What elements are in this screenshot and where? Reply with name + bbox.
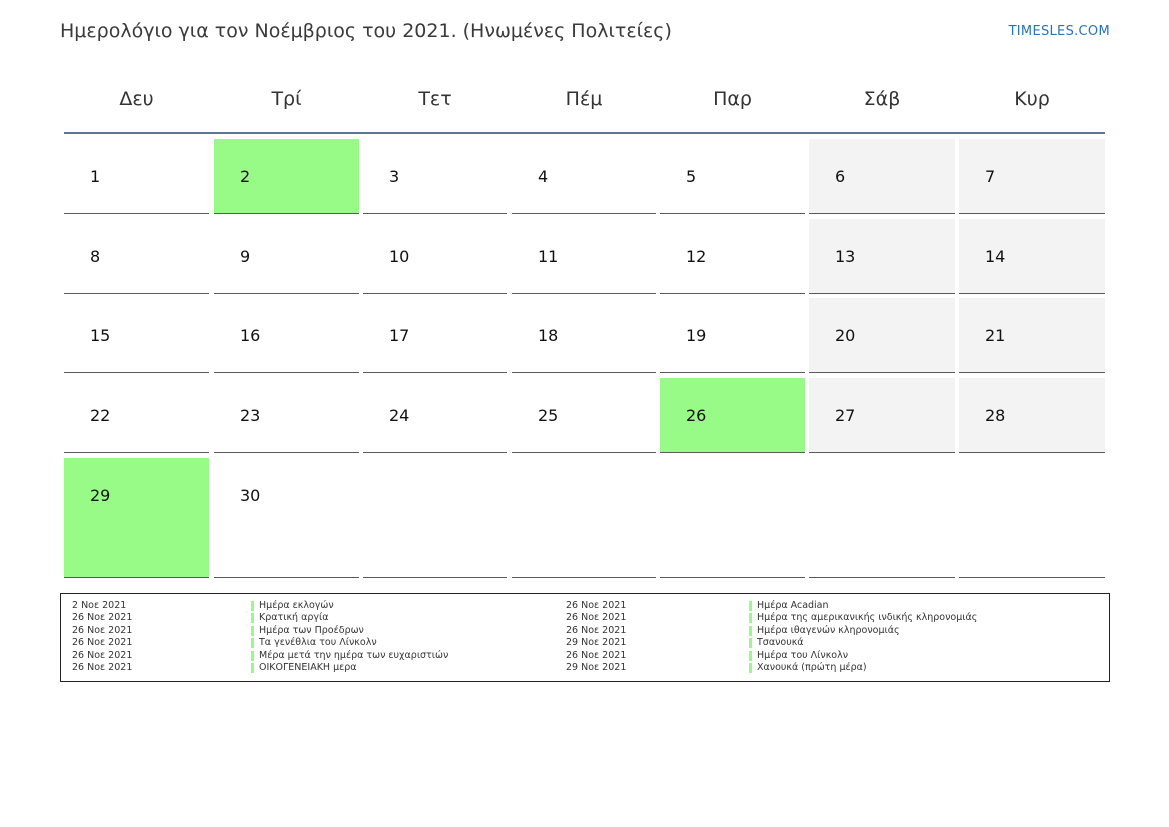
holiday-date: 26 Νοε 2021	[72, 637, 133, 649]
holiday-name: Τσανουκά	[757, 637, 804, 649]
day-number: 6	[835, 167, 846, 186]
site-link[interactable]: TIMESLES.COM	[1008, 24, 1110, 39]
holiday-date: 29 Νοε 2021	[566, 637, 627, 649]
holiday-name: Ημέρα Acadian	[757, 600, 829, 611]
holiday-name: Ημέρα των Προέδρων	[259, 624, 364, 636]
day-cell	[64, 219, 209, 294]
holiday-legend	[60, 593, 1110, 682]
day-cell	[660, 458, 805, 578]
day-number: 30	[240, 486, 261, 505]
day-cell	[363, 139, 507, 214]
day-cell	[660, 139, 805, 214]
holiday-color-marker	[251, 663, 254, 673]
holiday-color-marker	[251, 638, 254, 648]
weekday-label: Σάβ	[863, 88, 901, 110]
holiday-color-marker	[251, 651, 254, 661]
day-cell	[959, 219, 1105, 294]
day-number: 18	[538, 326, 559, 345]
day-cell	[959, 458, 1105, 578]
day-cell	[809, 298, 955, 373]
day-cell	[64, 139, 209, 214]
day-number: 15	[90, 326, 111, 345]
day-cell	[363, 378, 507, 453]
day-number: 29	[90, 486, 111, 505]
holiday-name: Κρατική αργία	[259, 612, 329, 624]
day-number: 16	[240, 326, 261, 345]
day-cell	[363, 298, 507, 373]
holiday-color-marker	[749, 651, 752, 661]
holiday-name: Ημέρα του Λίνκολν	[757, 649, 849, 661]
day-number: 14	[985, 247, 1006, 266]
day-cell	[959, 378, 1105, 453]
holiday-color-marker	[749, 613, 752, 623]
holiday-date: 26 Νοε 2021	[566, 624, 627, 636]
day-cell	[512, 219, 656, 294]
holiday-color-marker	[749, 663, 752, 673]
holiday-date: 26 Νοε 2021	[72, 624, 133, 636]
weekday-label: Κυρ	[1014, 88, 1050, 110]
weekday-label: Τρί	[271, 88, 302, 110]
day-cell	[660, 298, 805, 373]
day-number: 17	[389, 326, 410, 345]
holiday-name: Ημέρα ιθαγενών κληρονομιάς	[757, 624, 900, 636]
day-number: 9	[240, 247, 251, 266]
day-number: 7	[985, 167, 996, 186]
holiday-color-marker	[251, 613, 254, 623]
day-number: 20	[835, 326, 856, 345]
holiday-color-marker	[749, 601, 752, 611]
day-cell-holiday	[214, 139, 359, 214]
day-cell	[214, 298, 359, 373]
day-cell	[64, 298, 209, 373]
day-cell	[214, 219, 359, 294]
day-cell	[809, 139, 955, 214]
holiday-name: ΟΙΚΟΓΕΝΕΙΑΚΗ μερα	[259, 661, 357, 673]
day-cell	[214, 458, 359, 578]
day-cell	[512, 378, 656, 453]
day-cell	[809, 458, 955, 578]
day-number: 8	[90, 247, 101, 266]
day-number: 28	[985, 406, 1006, 425]
page-title: Ημερολόγιο για τον Νοέμβριος του 2021. (Ηνωμένες Πολιτείες)	[60, 20, 672, 42]
holiday-name: Ημέρα της αμερικανικής ινδικής κληρονομιάς	[757, 612, 978, 624]
day-number: 3	[389, 167, 400, 186]
day-cell	[64, 378, 209, 453]
day-number: 13	[835, 247, 856, 266]
holiday-color-marker	[749, 626, 752, 636]
day-cell	[363, 458, 507, 578]
holiday-name: Μέρα μετά την ημέρα των ευχαριστιών	[259, 649, 449, 661]
holiday-color-marker	[749, 638, 752, 648]
day-cell	[363, 219, 507, 294]
day-number: 11	[538, 247, 559, 266]
weekday-label: Παρ	[713, 88, 752, 110]
holiday-date: 26 Νοε 2021	[72, 612, 133, 624]
day-number: 26	[686, 406, 707, 425]
day-cell-holiday	[660, 378, 805, 453]
weekday-label: Τετ	[418, 88, 452, 110]
holiday-date: 26 Νοε 2021	[72, 649, 133, 661]
day-number: 2	[240, 167, 251, 186]
holiday-date: 26 Νοε 2021	[566, 612, 627, 624]
day-number: 24	[389, 406, 410, 425]
holiday-date: 29 Νοε 2021	[566, 661, 627, 673]
holiday-color-marker	[251, 601, 254, 611]
day-number: 19	[686, 326, 707, 345]
holiday-date: 26 Νοε 2021	[566, 600, 627, 611]
day-number: 12	[686, 247, 707, 266]
holiday-name: Ημέρα εκλογών	[259, 600, 334, 611]
day-number: 27	[835, 406, 856, 425]
holiday-name: Τα γενέθλια του Λίνκολν	[259, 637, 377, 649]
day-cell	[959, 298, 1105, 373]
day-cell	[512, 458, 656, 578]
weekday-header	[64, 80, 1105, 134]
day-number: 10	[389, 247, 410, 266]
day-cell	[660, 219, 805, 294]
day-cell-holiday	[64, 458, 209, 578]
day-cell	[512, 139, 656, 214]
day-cell	[809, 378, 955, 453]
holiday-date: 26 Νοε 2021	[566, 649, 627, 661]
day-number: 5	[686, 167, 697, 186]
holiday-date: 26 Νοε 2021	[72, 661, 133, 673]
day-number: 21	[985, 326, 1006, 345]
holiday-color-marker	[251, 626, 254, 636]
day-cell	[512, 298, 656, 373]
day-number: 22	[90, 406, 111, 425]
weekday-label: Δευ	[119, 88, 154, 110]
weekday-label: Πέμ	[565, 88, 603, 110]
holiday-date: 2 Νοε 2021	[72, 600, 127, 611]
day-cell	[959, 139, 1105, 214]
day-cell	[809, 219, 955, 294]
day-number: 23	[240, 406, 261, 425]
day-number: 1	[90, 167, 101, 186]
day-number: 4	[538, 167, 549, 186]
holiday-name: Χανουκά (πρώτη μέρα)	[757, 661, 867, 673]
day-number: 25	[538, 406, 559, 425]
day-cell	[214, 378, 359, 453]
